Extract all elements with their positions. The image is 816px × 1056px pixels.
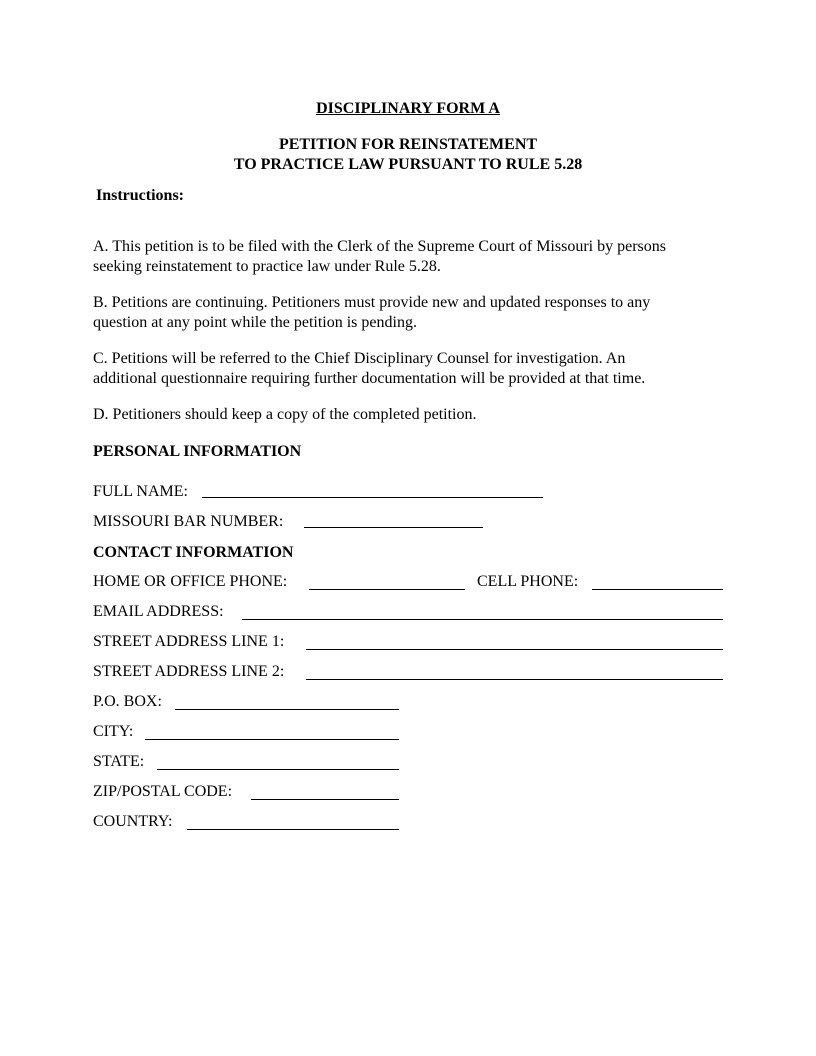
petition-title-line1: PETITION FOR REINSTATEMENT bbox=[278, 136, 538, 153]
email-field[interactable] bbox=[242, 619, 723, 620]
country-field[interactable] bbox=[187, 829, 399, 830]
full-name-field[interactable] bbox=[202, 497, 543, 498]
instruction-b-line1: B. Petitions are continuing. Petitioners must provide new and updated responses to any bbox=[93, 294, 651, 311]
country-label: COUNTRY: bbox=[93, 813, 173, 830]
personal-information-heading: PERSONAL INFORMATION bbox=[93, 443, 302, 460]
po-box-field[interactable] bbox=[175, 709, 399, 710]
instruction-c-line2: additional questionnaire requiring further documentation will be provided at that time. bbox=[93, 370, 646, 387]
street1-field[interactable] bbox=[306, 649, 723, 650]
instruction-b-line2: question at any point while the petition is pending. bbox=[93, 314, 417, 331]
po-box-label: P.O. BOX: bbox=[93, 693, 162, 710]
home-phone-field[interactable] bbox=[309, 589, 465, 590]
contact-information-heading: CONTACT INFORMATION bbox=[93, 544, 294, 561]
city-field[interactable] bbox=[145, 739, 399, 740]
bar-number-field[interactable] bbox=[304, 527, 483, 528]
bar-number-label: MISSOURI BAR NUMBER: bbox=[93, 513, 284, 530]
instruction-c-line1: C. Petitions will be referred to the Chief Disciplinary Counsel for investigation. An bbox=[93, 350, 626, 367]
instruction-a-line2: seeking reinstatement to practice law under Rule 5.28. bbox=[93, 258, 441, 275]
instructions-heading: Instructions: bbox=[96, 187, 185, 204]
street2-field[interactable] bbox=[306, 679, 723, 680]
street1-label: STREET ADDRESS LINE 1: bbox=[93, 633, 285, 650]
full-name-label: FULL NAME: bbox=[93, 483, 188, 500]
home-phone-label: HOME OR OFFICE PHONE: bbox=[93, 573, 288, 590]
zip-field[interactable] bbox=[251, 799, 399, 800]
cell-phone-label: CELL PHONE: bbox=[477, 573, 579, 590]
street2-label: STREET ADDRESS LINE 2: bbox=[93, 663, 285, 680]
email-label: EMAIL ADDRESS: bbox=[93, 603, 224, 620]
instruction-d-line1: D. Petitioners should keep a copy of the completed petition. bbox=[93, 406, 477, 423]
form-title: DISCIPLINARY FORM A bbox=[316, 100, 500, 117]
instruction-a-line1: A. This petition is to be filed with the Clerk of the Supreme Court of Missouri by persons bbox=[93, 238, 666, 255]
petition-title-line2: TO PRACTICE LAW PURSUANT TO RULE 5.28 bbox=[233, 156, 583, 173]
zip-label: ZIP/POSTAL CODE: bbox=[93, 783, 233, 800]
city-label: CITY: bbox=[93, 723, 134, 740]
cell-phone-field[interactable] bbox=[592, 589, 723, 590]
state-field[interactable] bbox=[157, 769, 399, 770]
state-label: STATE: bbox=[93, 753, 145, 770]
